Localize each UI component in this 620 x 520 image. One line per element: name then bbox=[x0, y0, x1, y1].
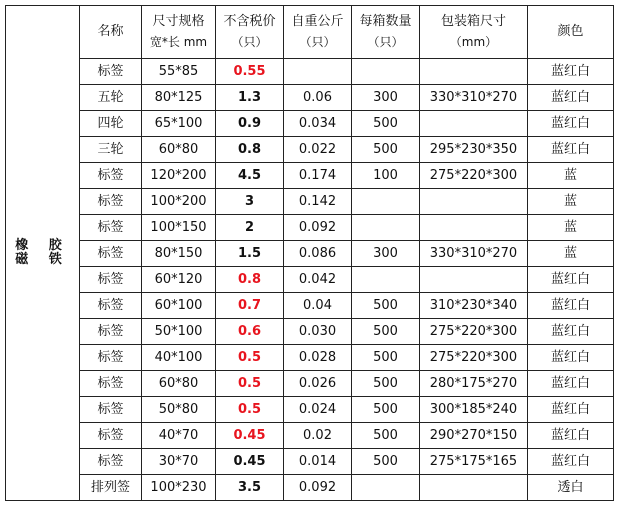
cell-qty: 500 bbox=[352, 397, 420, 423]
table-row bbox=[6, 267, 614, 293]
cell-name: 标签 bbox=[80, 449, 142, 475]
cell-price: 0.5 bbox=[216, 397, 284, 423]
header-weight: 自重公斤 （只） bbox=[284, 6, 352, 59]
table-row bbox=[6, 345, 614, 371]
cell-price: 0.8 bbox=[216, 137, 284, 163]
table-row bbox=[6, 293, 614, 319]
cell-weight: 0.092 bbox=[284, 215, 352, 241]
cell-name: 五轮 bbox=[80, 85, 142, 111]
table-row bbox=[6, 371, 614, 397]
cell-size: 60*80 bbox=[142, 137, 216, 163]
header-price: 不含税价 （只） bbox=[216, 6, 284, 59]
cell-weight: 0.042 bbox=[284, 267, 352, 293]
header-size: 尺寸规格 宽*长 mm bbox=[142, 6, 216, 59]
header-row bbox=[6, 6, 614, 59]
cell-price: 2 bbox=[216, 215, 284, 241]
cell-price: 3.5 bbox=[216, 475, 284, 501]
cell-box bbox=[420, 189, 528, 215]
cell-size: 60*120 bbox=[142, 267, 216, 293]
cell-weight: 0.174 bbox=[284, 163, 352, 189]
cell-color: 蓝 bbox=[528, 241, 614, 267]
cell-color: 蓝红白 bbox=[528, 137, 614, 163]
cell-size: 40*70 bbox=[142, 423, 216, 449]
table-row bbox=[6, 319, 614, 345]
cell-name: 标签 bbox=[80, 397, 142, 423]
cell-box bbox=[420, 267, 528, 293]
cell-color: 蓝 bbox=[528, 215, 614, 241]
cell-price: 0.5 bbox=[216, 345, 284, 371]
cell-box bbox=[420, 475, 528, 501]
cell-box bbox=[420, 59, 528, 85]
cell-size: 80*125 bbox=[142, 85, 216, 111]
cell-name: 标签 bbox=[80, 241, 142, 267]
cell-size: 50*100 bbox=[142, 319, 216, 345]
cell-qty: 500 bbox=[352, 449, 420, 475]
cell-price: 3 bbox=[216, 189, 284, 215]
cell-name: 标签 bbox=[80, 371, 142, 397]
cell-weight: 0.06 bbox=[284, 85, 352, 111]
header-box: 包装箱尺寸 （mm） bbox=[420, 6, 528, 59]
cell-weight: 0.034 bbox=[284, 111, 352, 137]
cell-box: 280*175*270 bbox=[420, 371, 528, 397]
header-name: 名称 bbox=[80, 6, 142, 59]
cell-size: 65*100 bbox=[142, 111, 216, 137]
category-line-1: 橡 胶 bbox=[15, 238, 70, 253]
cell-name: 标签 bbox=[80, 163, 142, 189]
table-row bbox=[6, 85, 614, 111]
cell-box: 275*220*300 bbox=[420, 163, 528, 189]
cell-size: 40*100 bbox=[142, 345, 216, 371]
table-row bbox=[6, 449, 614, 475]
cell-weight: 0.086 bbox=[284, 241, 352, 267]
cell-qty: 100 bbox=[352, 163, 420, 189]
cell-name: 标签 bbox=[80, 319, 142, 345]
cell-color: 蓝红白 bbox=[528, 449, 614, 475]
table-row bbox=[6, 397, 614, 423]
cell-name: 三轮 bbox=[80, 137, 142, 163]
cell-name: 标签 bbox=[80, 267, 142, 293]
cell-size: 60*80 bbox=[142, 371, 216, 397]
cell-box: 330*310*270 bbox=[420, 241, 528, 267]
cell-weight bbox=[284, 59, 352, 85]
cell-name: 排列签 bbox=[80, 475, 142, 501]
cell-qty: 500 bbox=[352, 423, 420, 449]
cell-box: 275*175*165 bbox=[420, 449, 528, 475]
cell-size: 60*100 bbox=[142, 293, 216, 319]
cell-price: 1.5 bbox=[216, 241, 284, 267]
cell-color: 蓝红白 bbox=[528, 267, 614, 293]
cell-weight: 0.014 bbox=[284, 449, 352, 475]
cell-color: 蓝 bbox=[528, 189, 614, 215]
cell-price: 1.3 bbox=[216, 85, 284, 111]
cell-qty: 500 bbox=[352, 293, 420, 319]
table-row bbox=[6, 137, 614, 163]
cell-box: 290*270*150 bbox=[420, 423, 528, 449]
cell-name: 标签 bbox=[80, 293, 142, 319]
cell-qty: 500 bbox=[352, 345, 420, 371]
cell-color: 蓝红白 bbox=[528, 345, 614, 371]
cell-color: 蓝红白 bbox=[528, 423, 614, 449]
category-line-2: 磁 铁 bbox=[15, 252, 70, 267]
cell-price: 0.7 bbox=[216, 293, 284, 319]
cell-weight: 0.028 bbox=[284, 345, 352, 371]
cell-color: 蓝红白 bbox=[528, 293, 614, 319]
cell-box bbox=[420, 111, 528, 137]
cell-color: 蓝红白 bbox=[528, 397, 614, 423]
cell-size: 100*150 bbox=[142, 215, 216, 241]
cell-box: 295*230*350 bbox=[420, 137, 528, 163]
cell-name: 标签 bbox=[80, 345, 142, 371]
cell-weight: 0.142 bbox=[284, 189, 352, 215]
cell-color: 蓝红白 bbox=[528, 319, 614, 345]
cell-price: 0.5 bbox=[216, 371, 284, 397]
cell-price: 4.5 bbox=[216, 163, 284, 189]
cell-qty bbox=[352, 215, 420, 241]
cell-color: 透白 bbox=[528, 475, 614, 501]
cell-name: 标签 bbox=[80, 215, 142, 241]
cell-weight: 0.02 bbox=[284, 423, 352, 449]
table-row bbox=[6, 475, 614, 501]
cell-size: 50*80 bbox=[142, 397, 216, 423]
cell-weight: 0.092 bbox=[284, 475, 352, 501]
cell-qty bbox=[352, 59, 420, 85]
cell-box: 330*310*270 bbox=[420, 85, 528, 111]
cell-name: 标签 bbox=[80, 423, 142, 449]
cell-color: 蓝 bbox=[528, 163, 614, 189]
cell-size: 55*85 bbox=[142, 59, 216, 85]
cell-qty: 500 bbox=[352, 111, 420, 137]
cell-size: 100*200 bbox=[142, 189, 216, 215]
cell-qty: 300 bbox=[352, 85, 420, 111]
cell-box: 310*230*340 bbox=[420, 293, 528, 319]
cell-qty: 500 bbox=[352, 371, 420, 397]
cell-qty: 500 bbox=[352, 319, 420, 345]
cell-qty bbox=[352, 267, 420, 293]
cell-price: 0.55 bbox=[216, 59, 284, 85]
cell-box: 275*220*300 bbox=[420, 319, 528, 345]
cell-size: 100*230 bbox=[142, 475, 216, 501]
cell-qty: 300 bbox=[352, 241, 420, 267]
cell-name: 四轮 bbox=[80, 111, 142, 137]
cell-color: 蓝红白 bbox=[528, 371, 614, 397]
table-row bbox=[6, 189, 614, 215]
cell-size: 30*70 bbox=[142, 449, 216, 475]
header-qty: 每箱数量 （只） bbox=[352, 6, 420, 59]
cell-qty bbox=[352, 475, 420, 501]
cell-weight: 0.026 bbox=[284, 371, 352, 397]
cell-color: 蓝红白 bbox=[528, 59, 614, 85]
cell-weight: 0.030 bbox=[284, 319, 352, 345]
cell-qty bbox=[352, 189, 420, 215]
cell-color: 蓝红白 bbox=[528, 85, 614, 111]
cell-name: 标签 bbox=[80, 59, 142, 85]
cell-price: 0.6 bbox=[216, 319, 284, 345]
table-row bbox=[6, 111, 614, 137]
table-row bbox=[6, 59, 614, 85]
header-color: 颜色 bbox=[528, 6, 614, 59]
table-row bbox=[6, 215, 614, 241]
price-spec-table bbox=[5, 5, 614, 501]
cell-price: 0.45 bbox=[216, 449, 284, 475]
cell-box: 300*185*240 bbox=[420, 397, 528, 423]
cell-name: 标签 bbox=[80, 189, 142, 215]
cell-qty: 500 bbox=[352, 137, 420, 163]
cell-box: 275*220*300 bbox=[420, 345, 528, 371]
cell-price: 0.45 bbox=[216, 423, 284, 449]
cell-weight: 0.024 bbox=[284, 397, 352, 423]
table-row bbox=[6, 241, 614, 267]
cell-weight: 0.022 bbox=[284, 137, 352, 163]
table-row bbox=[6, 423, 614, 449]
cell-price: 0.9 bbox=[216, 111, 284, 137]
category-label bbox=[6, 6, 80, 501]
cell-color: 蓝红白 bbox=[528, 111, 614, 137]
cell-size: 120*200 bbox=[142, 163, 216, 189]
cell-box bbox=[420, 215, 528, 241]
cell-weight: 0.04 bbox=[284, 293, 352, 319]
cell-size: 80*150 bbox=[142, 241, 216, 267]
cell-price: 0.8 bbox=[216, 267, 284, 293]
table-row bbox=[6, 163, 614, 189]
